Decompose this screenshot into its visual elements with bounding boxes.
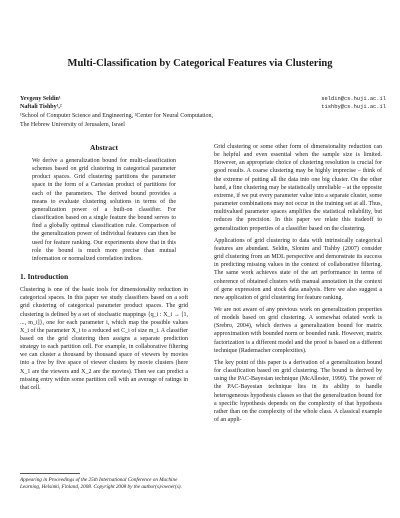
paper-title: Multi-Classification by Categorical Features via Clustering [67,58,333,69]
author-email: seldin@cs.huji.ac.il [321,96,386,102]
right-column [214,143,382,428]
body-paragraph: Applications of grid clustering to data with intrinsically categorical features are abundant. Seldin, Slonim and Tishby (2007) consider grid clustering from an MDL perspective and demonstrate its success in predicting missing values in the context of collaborative filtering. The same work achieves state of the art performance in terms of coherence of obtained clusters with manual annotation in the context of gene expression and stock data analysis. Here we also suggest a new application of grid clustering for feature ranking. [214,237,382,301]
abstract-text: We derive a generalization bound for multi-classification schemes based on grid clustering in categorical parameter product spaces. Grid clustering partitions the parameter space in the form of a Cartesian product of partitions for each of the parameters. The derived bound provides a means to evaluate clustering solutions in terms of the generalization power of a built-on classifier. For classification based on a single feature the bound serves to find a globally optimal classification rule. Comparison of the generalization power of individual features can then be used for feature ranking. Our experiments show that in this role the bound is much more precise than mutual information or normalized correlation indices. [32,158,176,262]
author-name: Yevgeny Seldin¹ [20,96,61,102]
body-paragraph: The key point of this paper is a derivation of a generalization bound for classification based on grid clustering. The bound is derived by using the PAC-Bayesian technique (McAllester, 1999). The power of the PAC-Bayesian technique lies in its ability to handle heterogeneous hypothesis classes so that the generalization bound for a specific hypothesis depends on the complexity of that hypothesis rather than on the complexity of the whole class. A classical example of an appli- [214,359,382,423]
abstract-heading: Abstract [90,143,118,152]
intro-text: Clustering is one of the basic tools for dimensionality reduction in categorical spaces. In this paper we study classifiers based on a soft grid clustering of categorical parameter product spaces. The grid clustering is defined by a set of stochastic mappings {q_i : X_i → [1, ..., m_i]}, one for each parameter i, which map the possible values X_i of the parameter X_i to a reduced set C_i of size m_i. A classifier based on the grid clustering then assigns a separate prediction strategy to each partition cell. For example, in collaborative filtering we can cluster a thousand by thousand space of viewers by movies into a five by five space of viewer clusters by movie clusters (here X_1 are the viewers and X_2 are the movies). Then we can predict a missing entry within some partition cell with an average of ratings in that cell. [20,287,188,391]
body-paragraph: We are not aware of any previous work on generalization properties of models based on grid clustering. A somewhat related work is (Srebro, 2004), which derives a generalization bound for matrix approximation with bounded norm or bounded rank. However, matrix factorization is a different model and the proof is based on a different technique (Rademacher complexities). [214,306,382,354]
intro-heading: 1. Introduction [20,272,69,282]
footnote: Appearing in Proceedings of the 25th International Conference on Machine Learning, Helsinki, Finland, 2008. Copyright 2008 by the author(s)/owner(s). [20,477,182,490]
author-row [20,103,386,111]
footnote-rule [20,473,80,474]
author-row [20,95,386,103]
affiliation-line: ¹School of Computer Science and Engineering, ²Center for Neural Computation, [20,113,214,120]
author-block [20,95,386,129]
author-name: Naftali Tishby¹,² [20,104,62,111]
left-column [20,143,188,396]
affiliation-line: The Hebrew University of Jerusalem, Israel [20,121,125,128]
body-paragraph: Grid clustering or some other form of dimensionality reduction can be helpful and even essential when the sample size is limited. However, an appropriate choice of clustering resolution is crucial for good results. A coarse clustering may be highly imprecise – think of the extreme of putting all the data into one big cluster. On the other hand, a fine clustering may be statistically unreliable – at the opposite extreme, if we put every parameter value into a separate cluster, some parameter combinations may not occur in the training set at all. Thus, multivalued parameter spaces amplifies the statistical reliability, but reduces the precision. In this paper we relate this tradeoff to generalization properties of a classifier based on the clustering. [214,144,382,232]
author-email: tishby@cs.huji.ac.il [321,104,386,111]
